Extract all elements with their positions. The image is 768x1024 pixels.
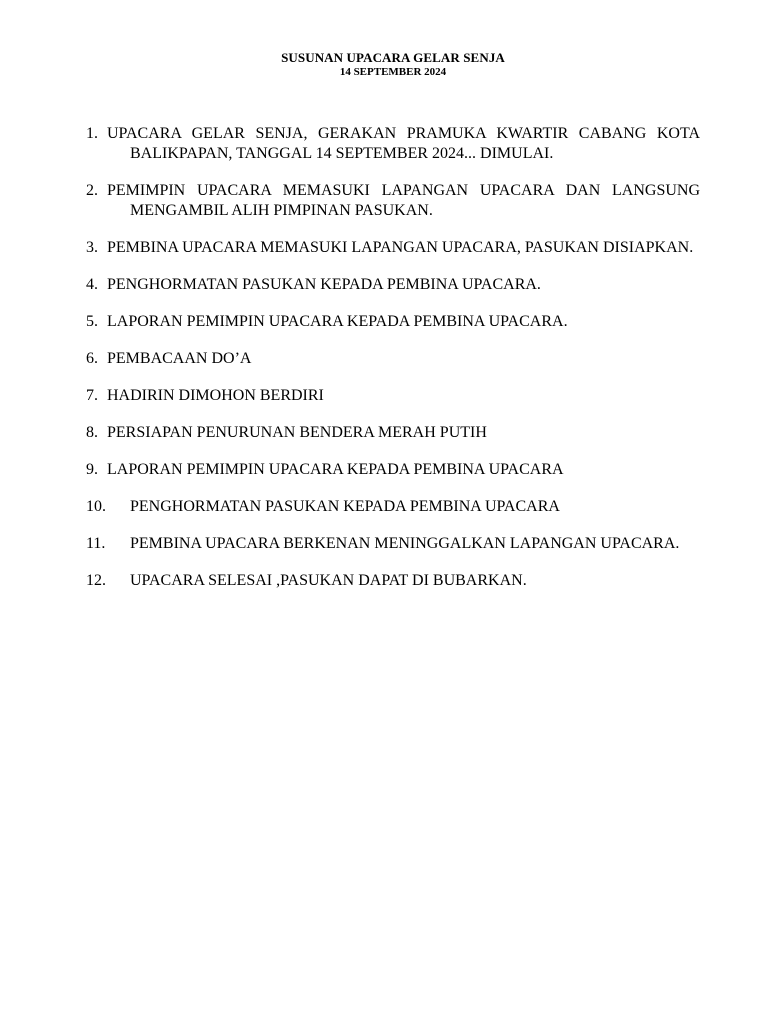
list-item-number: 7.: [86, 387, 98, 404]
list-item: [86, 571, 700, 591]
list-item-number: 1.: [86, 125, 98, 142]
list-item: [86, 349, 700, 369]
list-item-number: 9.: [86, 461, 98, 478]
list-item-number: 11.: [86, 535, 106, 552]
list-item: [86, 423, 700, 443]
list-item-number: 8.: [86, 424, 98, 441]
list-item-text: LAPORAN PEMIMPIN UPACARA KEPADA PEMBINA UPACARA.: [107, 313, 568, 330]
list-item-text: PEMIMPIN UPACARA MEMASUKI LAPANGAN UPACARA DAN LANGSUNG MENGAMBIL ALIH PIMPINAN PASUKAN.: [107, 182, 700, 219]
list-item-number: 2.: [86, 182, 98, 199]
list-item: [86, 275, 700, 295]
document-title: SUSUNAN UPACARA GELAR SENJA: [281, 50, 505, 65]
list-item-number: 6.: [86, 350, 98, 367]
list-item: [86, 312, 700, 332]
list-item: [86, 238, 700, 258]
list-item-text: PENGHORMATAN PASUKAN KEPADA PEMBINA UPACARA: [130, 498, 560, 515]
list-item-number: 5.: [86, 313, 98, 330]
list-item-number: 4.: [86, 276, 98, 293]
list-item-text: PEMBINA UPACARA MEMASUKI LAPANGAN UPACARA, PASUKAN DISIAPKAN.: [107, 239, 694, 256]
list-item-number: 12.: [86, 572, 106, 589]
list-item-text: PEMBINA UPACARA BERKENAN MENINGGALKAN LAPANGAN UPACARA.: [130, 535, 680, 552]
list-item-number: 3.: [86, 239, 98, 256]
list-item-text: UPACARA SELESAI ,PASUKAN DAPAT DI BUBARKAN.: [130, 572, 527, 589]
list-item-text: PENGHORMATAN PASUKAN KEPADA PEMBINA UPACARA.: [107, 276, 541, 293]
list-item-text: HADIRIN DIMOHON BERDIRI: [107, 387, 324, 404]
list-item-text: PERSIAPAN PENURUNAN BENDERA MERAH PUTIH: [107, 424, 487, 441]
list-item: [86, 124, 700, 164]
list-item-text: PEMBACAAN DO’A: [107, 350, 252, 367]
list-item-number: 10.: [86, 498, 106, 515]
list-item: [86, 386, 700, 406]
list-item: [86, 460, 700, 480]
list-item-text: LAPORAN PEMIMPIN UPACARA KEPADA PEMBINA UPACARA: [107, 461, 564, 478]
list-item: [86, 534, 700, 554]
list-item: [86, 181, 700, 221]
list-item: [86, 497, 700, 517]
document-date: 14 SEPTEMBER 2024: [339, 66, 447, 78]
list-item-text: UPACARA GELAR SENJA, GERAKAN PRAMUKA KWARTIR CABANG KOTA BALIKPAPAN, TANGGAL 14 SEPTEMBER 2024... DIMULAI.: [107, 125, 700, 162]
ceremony-agenda-list: [86, 124, 700, 608]
